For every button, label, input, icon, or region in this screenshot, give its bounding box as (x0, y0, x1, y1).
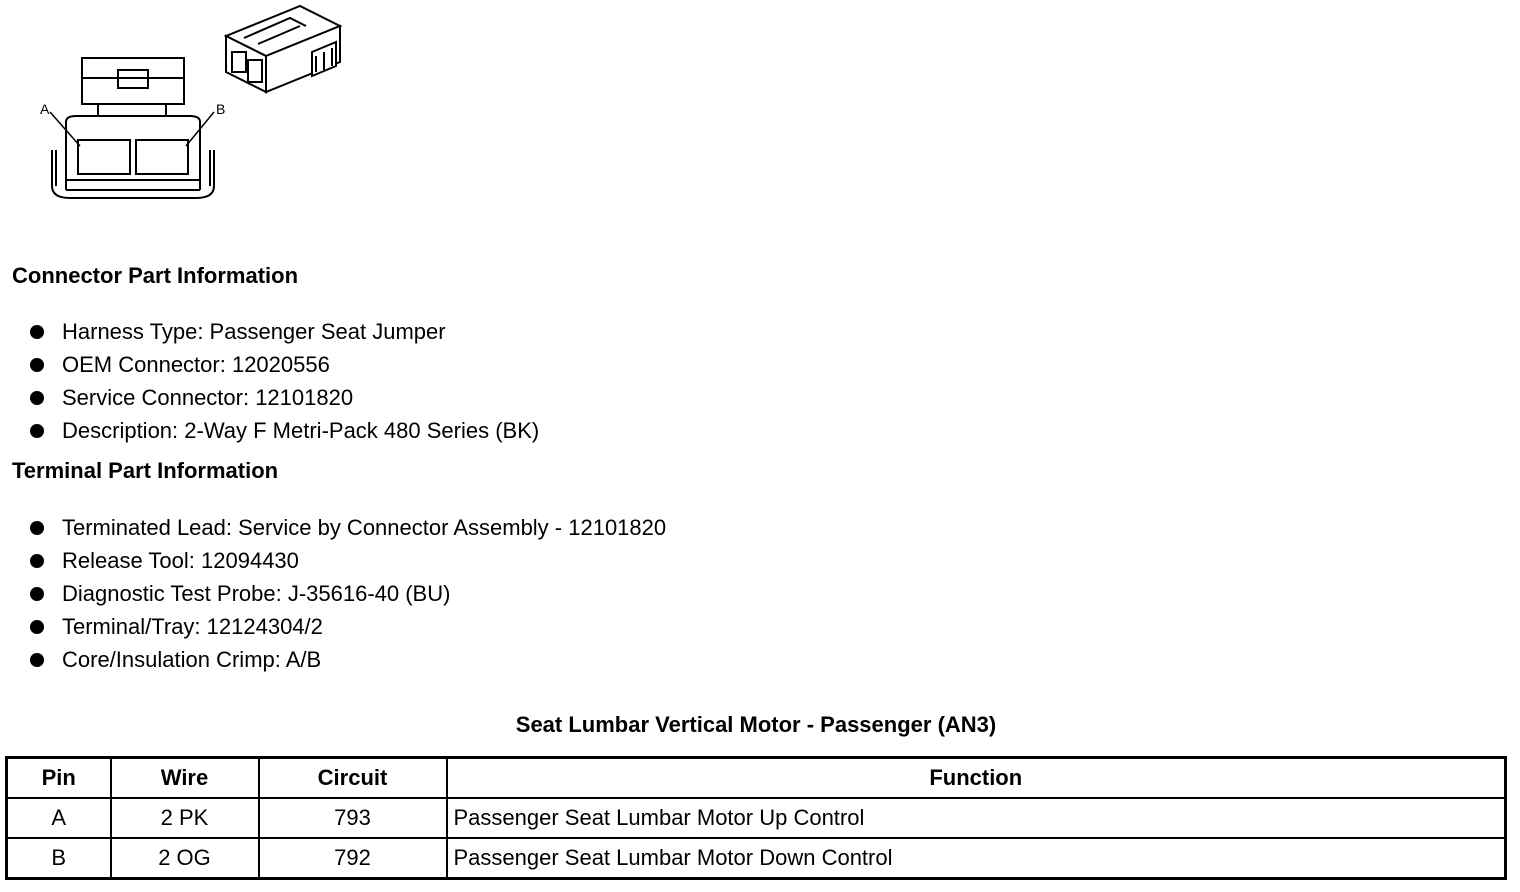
list-item: Service Connector: 12101820 (30, 385, 539, 418)
header-wire: Wire (111, 758, 259, 799)
bullet-icon (30, 424, 44, 438)
pin-a-label: A (40, 101, 50, 117)
cell-function: Passenger Seat Lumbar Motor Down Control (447, 838, 1506, 879)
list-item: Diagnostic Test Probe: J-35616-40 (BU) (30, 581, 666, 614)
connector-front-view (50, 58, 214, 198)
pinout-table (5, 756, 1507, 880)
bullet-icon (30, 325, 44, 339)
table-row (7, 838, 1506, 879)
list-item: Harness Type: Passenger Seat Jumper (30, 319, 539, 352)
bullet-icon (30, 391, 44, 405)
cell-pin: B (7, 838, 111, 879)
list-item: Core/Insulation Crimp: A/B (30, 647, 666, 680)
list-item: Release Tool: 12094430 (30, 548, 666, 581)
connector-info-list (30, 319, 539, 451)
header-pin: Pin (7, 758, 111, 799)
table-title: Seat Lumbar Vertical Motor - Passenger (AN3) (515, 712, 997, 737)
table-header-row (7, 758, 1506, 799)
pin-b-label: B (216, 101, 226, 117)
cell-circuit: 792 (259, 838, 447, 879)
bullet-icon (30, 358, 44, 372)
header-function: Function (447, 758, 1506, 799)
bullet-icon (30, 653, 44, 667)
list-item: Terminated Lead: Service by Connector Assembly - 12101820 (30, 515, 666, 548)
list-item: Description: 2-Way F Metri-Pack 480 Series (BK) (30, 418, 539, 451)
list-item: Terminal/Tray: 12124304/2 (30, 614, 666, 647)
terminal-info-title: Terminal Part Information (12, 458, 279, 483)
cell-pin: A (7, 798, 111, 838)
connector-isometric-view (226, 6, 340, 92)
cavity-a (78, 140, 130, 174)
cell-circuit: 793 (259, 798, 447, 838)
bullet-icon (30, 620, 44, 634)
table-row (7, 798, 1506, 838)
header-circuit: Circuit (259, 758, 447, 799)
cell-wire: 2 PK (111, 798, 259, 838)
connector-info-title: Connector Part Information (12, 263, 299, 288)
bullet-icon (30, 521, 44, 535)
list-item: OEM Connector: 12020556 (30, 352, 539, 385)
cell-wire: 2 OG (111, 838, 259, 879)
cavity-b (136, 140, 188, 174)
cell-function: Passenger Seat Lumbar Motor Up Control (447, 798, 1506, 838)
bullet-icon (30, 587, 44, 601)
terminal-info-list (30, 515, 666, 680)
connector-diagram (0, 0, 360, 215)
bullet-icon (30, 554, 44, 568)
